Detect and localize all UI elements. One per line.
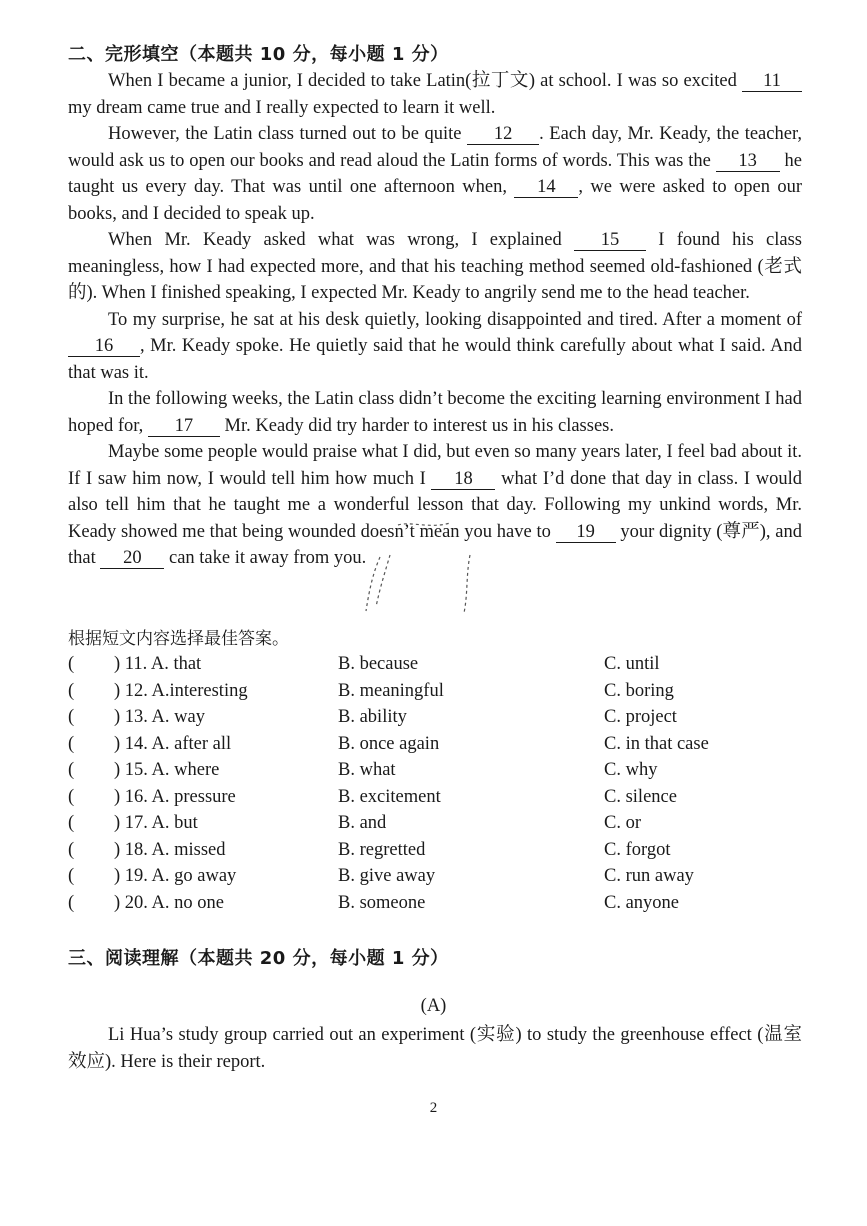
passage-text: When Mr. Keady asked what was wrong, I explained xyxy=(108,230,575,250)
option-c: C. in that case xyxy=(604,733,709,754)
answer-paren: ( xyxy=(68,839,75,860)
option-a: ) 17. A. but xyxy=(114,813,198,833)
blank-16: 16 xyxy=(68,336,140,357)
answer-paren: ( xyxy=(68,680,75,701)
option-c: C. project xyxy=(604,707,677,727)
passage-text: When I became a junior, I decided to take Latin(拉丁文) at school. I was so excited xyxy=(108,71,742,91)
option-a: ) 13. A. way xyxy=(114,707,205,727)
passage-text: To my surprise, he sat at his desk quietly, looking disappointed and tired. After a moment of xyxy=(108,309,802,330)
option-b: B. and xyxy=(338,813,387,833)
answer-paren: ( xyxy=(68,707,75,727)
option-c: C. boring xyxy=(604,680,674,701)
option-row xyxy=(68,758,808,785)
passage-paragraph xyxy=(68,307,802,387)
answer-paren: ( xyxy=(68,733,75,754)
passage-text: Mr. Keady did try harder to interest us in his classes. xyxy=(219,415,614,436)
option-b: B. ability xyxy=(338,707,407,727)
option-row xyxy=(68,785,808,812)
passage-text: can take it away from you. xyxy=(164,548,367,568)
blank-14: 14 xyxy=(514,177,578,198)
passage-text: he taught us every day. That was until one afternoon when, xyxy=(68,150,802,197)
answer-paren: ( xyxy=(68,892,75,913)
option-row xyxy=(68,891,808,918)
passage-paragraph xyxy=(68,227,802,307)
answer-paren: ( xyxy=(68,786,75,807)
passage-text: Maybe some people would praise what I did, but even so many years later, I feel bad about it. If I saw him now, I would tell him how much I xyxy=(68,442,802,489)
option-a: ) 12. A.interesting xyxy=(114,680,248,701)
option-row xyxy=(68,838,808,865)
option-row xyxy=(68,679,808,706)
blank-17: 17 xyxy=(148,416,220,437)
option-a: ) 14. A. after all xyxy=(114,733,232,754)
option-row xyxy=(68,705,808,732)
page-number: 2 xyxy=(429,1100,438,1116)
reading-part-label: (A) xyxy=(420,996,447,1016)
cloze-passage xyxy=(68,68,802,572)
passage-text: your dignity (尊严), and that xyxy=(68,521,802,568)
passage-paragraph xyxy=(68,386,802,439)
passage-paragraph xyxy=(68,121,802,227)
blank-19: 19 xyxy=(556,522,616,543)
option-c: C. forgot xyxy=(604,839,671,860)
option-b: B. regretted xyxy=(338,839,426,860)
option-c: C. silence xyxy=(604,786,677,807)
blank-18: 18 xyxy=(431,469,495,490)
passage-text: , Mr. Keady spoke. He quietly said that he would think carefully about what I said. And that was it. xyxy=(68,336,802,383)
blank-12: 12 xyxy=(467,124,539,145)
answer-paren: ( xyxy=(68,813,75,833)
option-c: C. until xyxy=(604,654,660,674)
option-a: ) 16. A. pressure xyxy=(114,786,236,807)
section-title-cloze: 二、完形填空（本题共 10 分，每小题 1 分） xyxy=(68,44,449,65)
reading-intro-paragraph: Li Hua’s study group carried out an experiment (实验) to study the greenhouse effect (温室效应). Here is their report. xyxy=(68,1025,802,1072)
passage-text: However, the Latin class turned out to be quite xyxy=(108,124,468,144)
passage-text: . Each day, Mr. Keady, the teacher, would ask us to open our books and read aloud the Latin forms of words. This was the xyxy=(68,124,802,171)
passage-text: what I’d done that day in class. I would also tell him that he taught me a wonderful lesson that day. Following my unkind words, Mr. Keady showed me that being wounded doesn’t mean you have to xyxy=(68,468,802,542)
option-b: B. excitement xyxy=(338,786,441,807)
option-b: B. what xyxy=(338,760,396,780)
option-a: ) 15. A. where xyxy=(114,760,220,780)
blank-11: 11 xyxy=(742,71,802,92)
option-row xyxy=(68,811,808,838)
answer-options-list xyxy=(68,652,808,917)
option-a: ) 18. A. missed xyxy=(114,839,226,860)
option-a: ) 11. A. that xyxy=(114,654,202,674)
option-c: C. run away xyxy=(604,866,694,886)
option-c: C. why xyxy=(604,760,658,780)
option-row xyxy=(68,732,808,759)
passage-paragraph xyxy=(68,439,802,572)
option-b: B. meaningful xyxy=(338,680,444,701)
option-row xyxy=(68,652,808,679)
option-a: ) 19. A. go away xyxy=(114,866,237,886)
answer-paren: ( xyxy=(68,654,75,674)
reading-intro xyxy=(68,1022,802,1075)
section-title-reading: 三、阅读理解（本题共 20 分，每小题 1 分） xyxy=(68,948,449,969)
blank-15: 15 xyxy=(574,230,646,251)
option-c: C. anyone xyxy=(604,892,680,913)
blank-20: 20 xyxy=(100,548,164,569)
passage-text: , we were asked to open our books, and I decided to speak up. xyxy=(68,177,802,224)
option-b: B. because xyxy=(338,654,419,674)
option-b: B. give away xyxy=(338,866,436,886)
blank-13: 13 xyxy=(716,151,780,172)
option-a: ) 20. A. no one xyxy=(114,892,224,913)
option-b: B. someone xyxy=(338,892,426,913)
passage-text: my dream came true and I really expected to learn it well. xyxy=(68,97,496,118)
option-b: B. once again xyxy=(338,733,440,754)
question-instruction: 根据短文内容选择最佳答案。 xyxy=(68,629,289,649)
passage-paragraph xyxy=(68,68,802,121)
answer-paren: ( xyxy=(68,866,75,886)
answer-paren: ( xyxy=(68,760,75,780)
passage-text: I found his class meaningless, how I had expected more, and that his teaching method seemed old-fashioned (老式的). When I finished speaking, I expected Mr. Keady to angrily send me to the head teacher. xyxy=(68,230,803,303)
option-row xyxy=(68,864,808,891)
option-c: C. or xyxy=(604,813,641,833)
passage-text: In the following weeks, the Latin class didn’t become the exciting learning environment I had hoped for, xyxy=(68,389,802,436)
